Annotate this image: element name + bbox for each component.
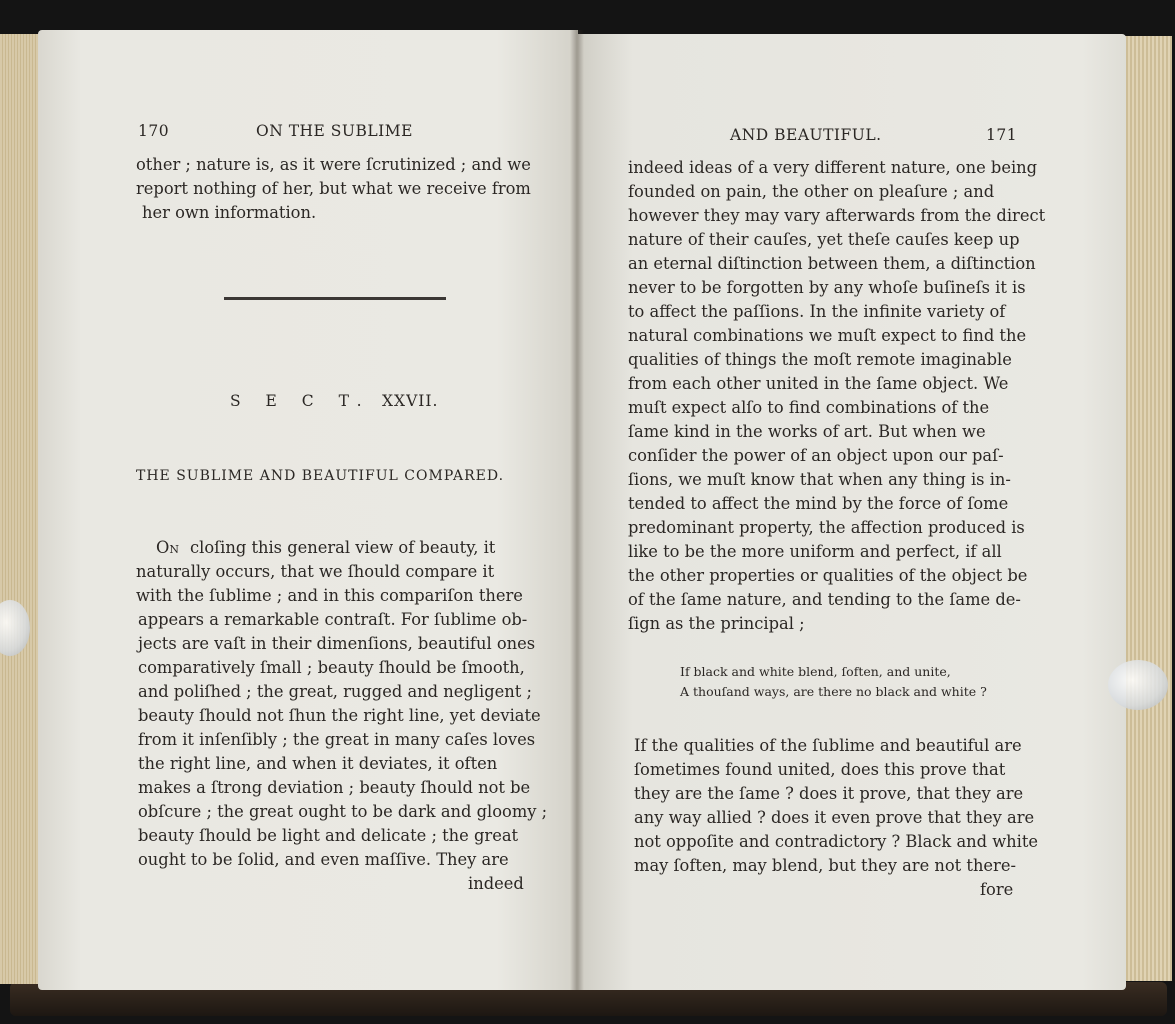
text-line: and poliſhed ; the great, rugged and negligent ;	[138, 682, 532, 701]
left-running-head: ON THE SUBLIME	[256, 122, 413, 140]
right-running-head: AND BEAUTIFUL.	[730, 126, 882, 144]
text-line: founded on pain, the other on pleaſure ; and	[628, 182, 995, 201]
text-line: beauty ſhould not ſhun the right line, yet deviate	[138, 706, 541, 725]
quote-line: A thouſand ways, are there no black and white ?	[680, 684, 987, 699]
quote-line: If black and white blend, ſoften, and unite,	[680, 664, 951, 679]
text-line: may ſoften, may blend, but they are not there-	[634, 856, 1016, 875]
paragraph-initial: On	[156, 538, 179, 557]
right-page-number: 171	[986, 126, 1018, 144]
text-line: however they may vary afterwards from the direct	[628, 206, 1046, 225]
section-title: THE SUBLIME AND BEAUTIFUL COMPARED.	[136, 468, 505, 484]
text-line: the other properties or qualities of the object be	[628, 566, 1028, 585]
left-page-number: 170	[138, 122, 170, 140]
text-line: report nothing of her, but what we receive from	[136, 179, 531, 198]
text-line: tended to affect the mind by the force of ſome	[628, 494, 1009, 513]
text-line: natural combinations we muſt expect to find the	[628, 326, 1027, 345]
page-weight-clip-right	[1108, 660, 1168, 710]
section-divider	[224, 297, 446, 300]
text-line: the right line, and when it deviates, it often	[138, 754, 498, 773]
right-page	[578, 34, 1126, 990]
text-line: any way allied ? does it even prove that they are	[634, 808, 1035, 827]
text-line: with the ſublime ; and in this compariſon there	[136, 586, 523, 605]
page-edges-right	[1122, 36, 1172, 981]
text-line: ſame kind in the works of art. But when we	[628, 422, 986, 441]
text-line: never to be forgotten by any whoſe buſineſs it is	[628, 278, 1026, 297]
text-line: comparatively ſmall ; beauty ſhould be ſmooth,	[138, 658, 525, 677]
catchword: indeed	[468, 874, 524, 893]
text-line: ſign as the principal ;	[628, 614, 805, 633]
text-line: obſcure ; the great ought to be dark and gloomy ;	[138, 802, 548, 821]
page-edges-left	[0, 34, 40, 984]
text-line: If the qualities of the ſublime and beautiful are	[634, 736, 1022, 755]
text-line: other ; nature is, as it were ſcrutinized ; and we	[136, 155, 531, 174]
book-gutter	[570, 30, 584, 990]
catchword: fore	[980, 880, 1014, 899]
text-line: nature of their cauſes, yet theſe cauſes keep up	[628, 230, 1020, 249]
text-line: indeed ideas of a very different nature, one being	[628, 158, 1038, 177]
text-line: cloſing this general view of beauty, it	[190, 538, 496, 557]
text-line: naturally occurs, that we ſhould compare it	[136, 562, 495, 581]
text-line: beauty ſhould be light and delicate ; the great	[138, 826, 519, 845]
text-line: ſions, we muſt know that when any thing is in-	[628, 470, 1011, 489]
text-line: appears a remarkable contraſt. For ſublime ob-	[138, 610, 528, 629]
text-line: muſt expect alſo to find combinations of the	[628, 398, 990, 417]
left-page	[38, 30, 578, 990]
text-line: conſider the power of an object upon our paſ-	[628, 446, 1004, 465]
text-line: to affect the paſſions. In the infinite variety of	[628, 302, 1006, 321]
text-line: qualities of things the moſt remote imaginable	[628, 350, 1012, 369]
text-line: not oppoſite and contradictory ? Black and white	[634, 832, 1039, 851]
text-line: they are the ſame ? does it prove, that they are	[634, 784, 1024, 803]
text-line: from it inſenſibly ; the great in many caſes loves	[138, 730, 536, 749]
text-line: ſometimes found united, does this prove that	[634, 760, 1006, 779]
text-line: of the ſame nature, and tending to the ſame de-	[628, 590, 1021, 609]
text-line: her own information.	[142, 203, 317, 222]
text-line: jects are vaſt in their dimenſions, beautiful ones	[138, 634, 536, 653]
text-line: predominant property, the affection produced is	[628, 518, 1025, 537]
text-line: like to be the more uniform and perfect, if all	[628, 542, 1002, 561]
section-number: XXVII.	[382, 392, 439, 410]
text-line: from each other united in the ſame object. We	[628, 374, 1009, 393]
text-line: ought to be ſolid, and even maſſive. They are	[138, 850, 509, 869]
section-label: S E C T.	[230, 392, 372, 410]
text-line: makes a ſtrong deviation ; beauty ſhould not be	[138, 778, 531, 797]
text-line: an eternal diſtinction between them, a diſtinction	[628, 254, 1036, 273]
